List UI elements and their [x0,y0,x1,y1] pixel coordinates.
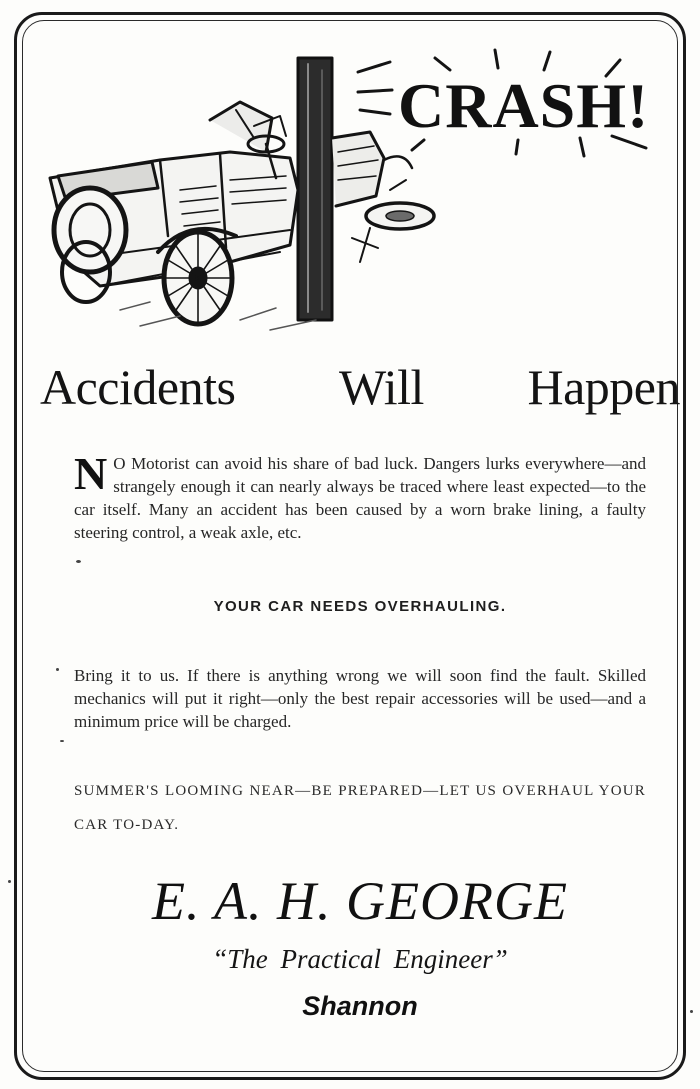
headline-word-happen: Happen [527,359,680,415]
crash-headline: CRASH! [398,70,650,141]
call-to-action: SUMMER'S LOOMING NEAR—BE PREPARED—LET US OVERHAUL YOUR CAR TO-DAY. [74,783,646,833]
scan-speck [76,560,81,563]
intro-text: O Motorist can avoid his share of bad luck. Dangers lurks everywhere—and strangely enough it can nearly always be traced where least expected—to the car itself. Many an accident has been caused by a worn brake lining, a faulty steering control, a weak axle, etc. [74,454,646,542]
pole-icon [298,58,332,320]
service-paragraph: Bring it to us. If there is anything wrong we will soon find the fault. Skilled mechanics will put it right—only the best repair accessories will be used—and a minimum price will be charged. [74,666,646,731]
headline-word-accidents: Accidents [40,359,236,415]
main-headline [40,352,680,422]
overhaul-subheading: YOUR CAR NEEDS OVERHAULING. [213,598,507,615]
advertiser-location: Shannon [302,991,418,1021]
scan-speck [56,668,59,671]
scan-speck [8,880,11,883]
advertiser-tagline: “The Practical Engineer” [212,944,508,974]
drop-cap: N [74,448,108,499]
advertiser-name: E. A. H. GEORGE [152,871,568,931]
scan-speck [60,740,64,742]
headline-word-will: Will [339,359,424,415]
intro-paragraph [74,448,646,544]
scan-speck [690,1010,693,1013]
